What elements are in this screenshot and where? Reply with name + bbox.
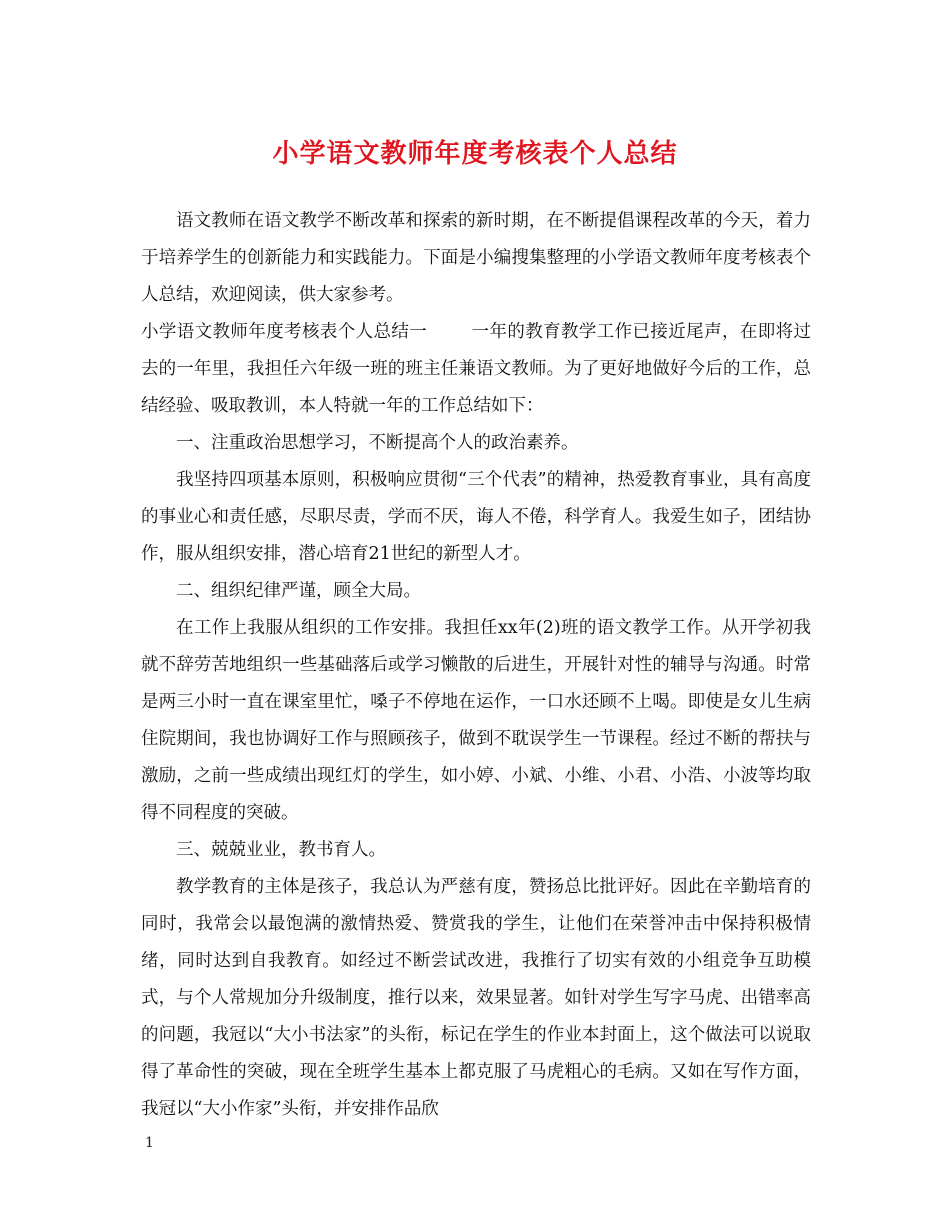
body-paragraph-2: 在工作上我服从组织的工作安排。我担任xx年(2)班的语文教学工作。从开学初我就不辞劳苦地组织一些基础落后或学习懒散的后进生，开展针对性的辅导与沟通。时常是两三小时一直在课室里忙，嗓子不停地在运作，一口水还顾不上喝。即使是女儿生病住院期间，我也协调好工作与照顾孩子，做到不耽误学生一节课程。经过不断的帮扶与激励，之前一些成绩出现红灯的学生，如小婷、小斌、小维、小君、小浩、小波等均取得不同程度的突破。 [141,618,811,823]
section-heading: 小学语文教师年度考核表个人总结一 [141,322,428,342]
body-paragraph-1: 我坚持四项基本原则，积极响应贯彻“三个代表”的精神，热爱教育事业，具有高度的事业心和责任感，尽职尽责，学而不厌，诲人不倦，科学育人。我爱生如子，团结协作，服从组织安排，潜心培育21世纪的新型人才。 [141,470,811,564]
body-paragraph-3: 教学教育的主体是孩子，我总认为严慈有度，赞扬总比批评好。因此在辛勤培育的同时，我常会以最饱满的激情热爱、赞赏我的学生，让他们在荣誉冲击中保持积极情绪，同时达到自我教育。如经过不断尝试改进，我推行了切实有效的小组竞争互助模式，与个人常规加分升级制度，推行以来，效果显著。如针对学生写字马虎、出错率高的问题，我冠以“大小书法家”的头衔，标记在学生的作业本封面上，这个做法可以说取得了革命性的突破，现在全班学生基本上都克服了马虎粗心的毛病。又如在写作方面，我冠以“大小作家”头衔，并安排作品欣 [141,877,811,1119]
document-title: 小学语文教师年度考核表个人总结 [272,139,678,169]
document-body [141,203,811,1128]
page-number: 1 [145,1135,154,1151]
intro-paragraph: 语文教师在语文教学不断改革和探索的新时期，在不断提倡课程改革的今天，着力于培养学生的创新能力和实践能力。下面是小编搜集整理的小学语文教师年度考核表个人总结，欢迎阅读，供大家参考。 [141,211,811,305]
heading-3: 三、兢兢业业，教书育人。 [176,840,386,860]
section-paragraph [141,314,811,425]
heading-2: 二、组织纪律严谨，顾全大局。 [176,581,421,601]
heading-1: 一、注重政治思想学习，不断提高个人的政治素养。 [176,433,579,453]
section-lead: 一年的教育教学工作已接近尾声，在即将过去的一年里，我担任六年级一班的班主任兼语文教师。为了更好地做好今后的工作，总结经验、吸取教训，本人特就一年的工作总结如下： [141,322,811,416]
